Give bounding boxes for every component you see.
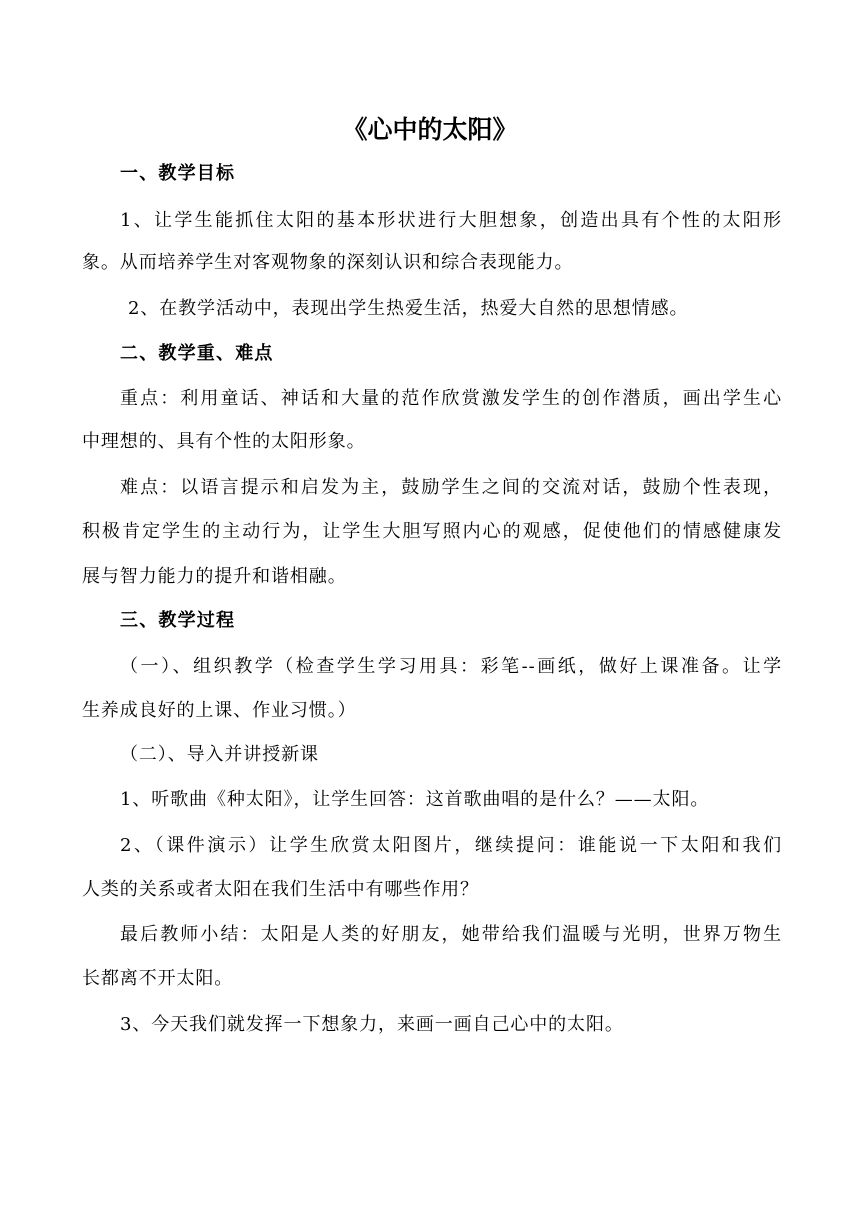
objective-2: 2、在教学活动中，表现出学生热爱生活，热爱大自然的思想情感。 — [128, 298, 689, 319]
difficulty-line-1: 难点：以语言提示和启发为主，鼓励学生之间的交流对话，鼓励个性表现， — [120, 477, 782, 498]
process-paragraph-2-line-1: 2、（课件演示）让学生欣赏太阳图片，继续提问：谁能说一下太阳和我们 — [120, 835, 782, 856]
objective-1-line-2: 象。从而培养学生对客观物象的深刻认识和综合表现能力。 — [82, 252, 574, 273]
difficulty-line-2: 积极肯定学生的主动行为，让学生大胆写照内心的观感，促使他们的情感健康发 — [82, 521, 782, 542]
focus-line-2: 中理想的、具有个性的太阳形象。 — [82, 431, 366, 452]
teacher-summary-line-2: 长都离不开太阳。 — [82, 968, 234, 989]
step-2: （二）、导入并讲授新课 — [120, 744, 319, 765]
process-paragraph-3: 3、今天我们就发挥一下想象力，来画一画自己心中的太阳。 — [120, 1014, 624, 1035]
section-heading-key-points: 二、教学重、难点 — [120, 343, 274, 364]
process-paragraph-1: 1、听歌曲《种太阳》，让学生回答：这首歌曲唱的是什么？——太阳。 — [120, 789, 710, 810]
process-paragraph-2-line-2: 人类的关系或者太阳在我们生活中有哪些作用？ — [82, 879, 479, 900]
difficulty-line-3: 展与智力能力的提升和谐相融。 — [82, 566, 347, 587]
focus-line-1: 重点：利用童话、神话和大量的范作欣赏激发学生的创作潜质，画出学生心 — [120, 388, 782, 409]
section-heading-objectives: 一、教学目标 — [120, 163, 236, 184]
step-1-line-2: 生养成良好的上课、作业习惯。） — [82, 700, 357, 721]
teacher-summary-line-1: 最后教师小结：太阳是人类的好朋友，她带给我们温暖与光明，世界万物生 — [120, 924, 782, 945]
document-title: 《心中的太阳》 — [342, 115, 518, 144]
step-1-line-1: （一）、组织教学（检查学生学习用具：彩笔--画纸，做好上课准备。让学 — [120, 656, 782, 677]
section-heading-process: 三、教学过程 — [120, 610, 236, 631]
objective-1-line-1: 1、让学生能抓住太阳的基本形状进行大胆想象，创造出具有个性的太阳形 — [120, 210, 782, 231]
